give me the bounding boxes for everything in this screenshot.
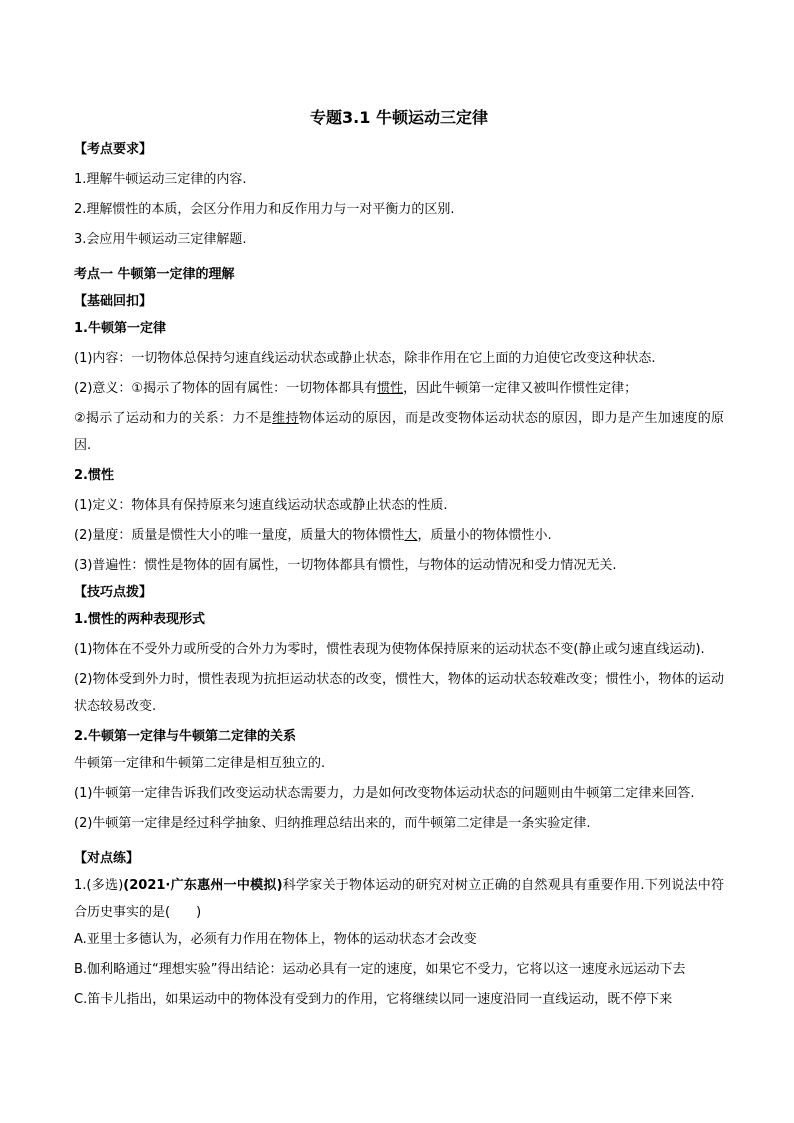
page-title: 专题3.1 牛顿运动三定律 (310, 108, 488, 127)
inertia-measure-underlined: 大 (404, 528, 418, 543)
question-1-option-c: C.笛卡儿指出，如果运动中的物体没有受到力的作用，它将继续以同一速度沿同一直线运动，既不停下来 (74, 992, 673, 1007)
skill1-paragraph-1: (1)物体在不受外力或所受的合外力为零时，惯性表现为使物体保持原来的运动状态不变(静止或匀速直线运动). (74, 642, 705, 657)
law1-heading: 1.牛顿第一定律 (74, 321, 166, 336)
law1-meaning-a-underlined: 惯性 (377, 381, 404, 396)
question-1-option-a: A.亚里士多德认为，必须有力作用在物体上，物体的运动状态才会改变 (74, 932, 477, 947)
question-1-text: 科学家关于物体运动的研究对树立正确的自然观具有重要作用.下列说法中符合历史事实的是( ) (74, 878, 724, 920)
skill2-paragraph-2: (2)牛顿第一定律是经过科学抽象、归纳推理总结出来的，而牛顿第二定律是一条实验定律. (74, 816, 591, 831)
question-1-option-b: B.伽利略通过“理想实验”得出结论：运动必具有一定的速度，如果它不受力，它将以这一速度永远运动下去 (74, 962, 686, 977)
question-1-stem (74, 872, 724, 926)
inertia-measure-suffix: ，质量小的物体惯性小. (417, 528, 552, 543)
skill2-paragraph-1: (1)牛顿第一定律告诉我们改变运动状态需要力，力是如何改变物体运动状态的问题则由牛顿第二定律来回答. (74, 786, 695, 801)
law1-meaning-a (74, 375, 724, 402)
law1-meaning-b-suffix: 物体运动的原因，而是改变物体运动状态的原因，即力是产生加速度的原因. (74, 411, 724, 453)
inertia-measure (74, 522, 724, 549)
basics-heading: 【基础回扣】 (74, 294, 153, 309)
requirement-item-2: 2.理解惯性的本质，会区分作用力和反作用力与一对平衡力的区别. (74, 202, 455, 217)
inertia-heading: 2.惯性 (74, 468, 114, 483)
skill2-paragraph-0: 牛顿第一定律和牛顿第二定律是相互独立的. (74, 756, 326, 771)
practice-heading: 【对点练】 (74, 851, 140, 866)
law1-meaning-b (74, 405, 724, 459)
law1-meaning-a-suffix: ，因此牛顿第一定律又被叫作惯性定律； (403, 381, 638, 396)
law1-meaning-b-prefix: ②揭示了运动和力的关系：力不是 (74, 411, 273, 426)
inertia-definition: (1)定义：物体具有保持原来匀速直线运动状态或静止状态的性质. (74, 498, 448, 513)
law1-content: (1)内容：一切物体总保持匀速直线运动状态或静止状态，除非作用在它上面的力迫使它改变这种状态. (74, 351, 656, 366)
requirement-item-1: 1.理解牛顿运动三定律的内容. (74, 172, 247, 187)
law1-meaning-a-prefix: (2)意义：①揭示了物体的固有属性：一切物体都具有 (74, 381, 378, 396)
law1-meaning-b-underlined: 维持 (272, 411, 299, 426)
requirements-heading: 【考点要求】 (74, 142, 153, 157)
skill2-heading: 2.牛顿第一定律与牛顿第二定律的关系 (74, 729, 296, 744)
skill1-heading: 1.惯性的两种表现形式 (74, 612, 205, 627)
question-1-prefix: 1.(多选) (74, 878, 124, 893)
document-content (74, 106, 724, 1013)
topic1-heading: 考点一 牛顿第一定律的理解 (74, 267, 235, 282)
inertia-universality: (3)普遍性：惯性是物体的固有属性，一切物体都具有惯性，与物体的运动情况和受力情况无关. (74, 558, 617, 573)
question-1-source: (2021·广东惠州一中模拟) (123, 878, 283, 893)
inertia-measure-prefix: (2)量度：质量是惯性大小的唯一量度，质量大的物体惯性 (74, 528, 405, 543)
requirement-item-3: 3.会应用牛顿运动三定律解题. (74, 232, 247, 247)
skills-heading: 【技巧点拨】 (74, 585, 153, 600)
skill1-paragraph-2: (2)物体受到外力时，惯性表现为抗拒运动状态的改变，惯性大，物体的运动状态较难改变；惯性小，物体的运动状态较易改变. (74, 672, 724, 714)
